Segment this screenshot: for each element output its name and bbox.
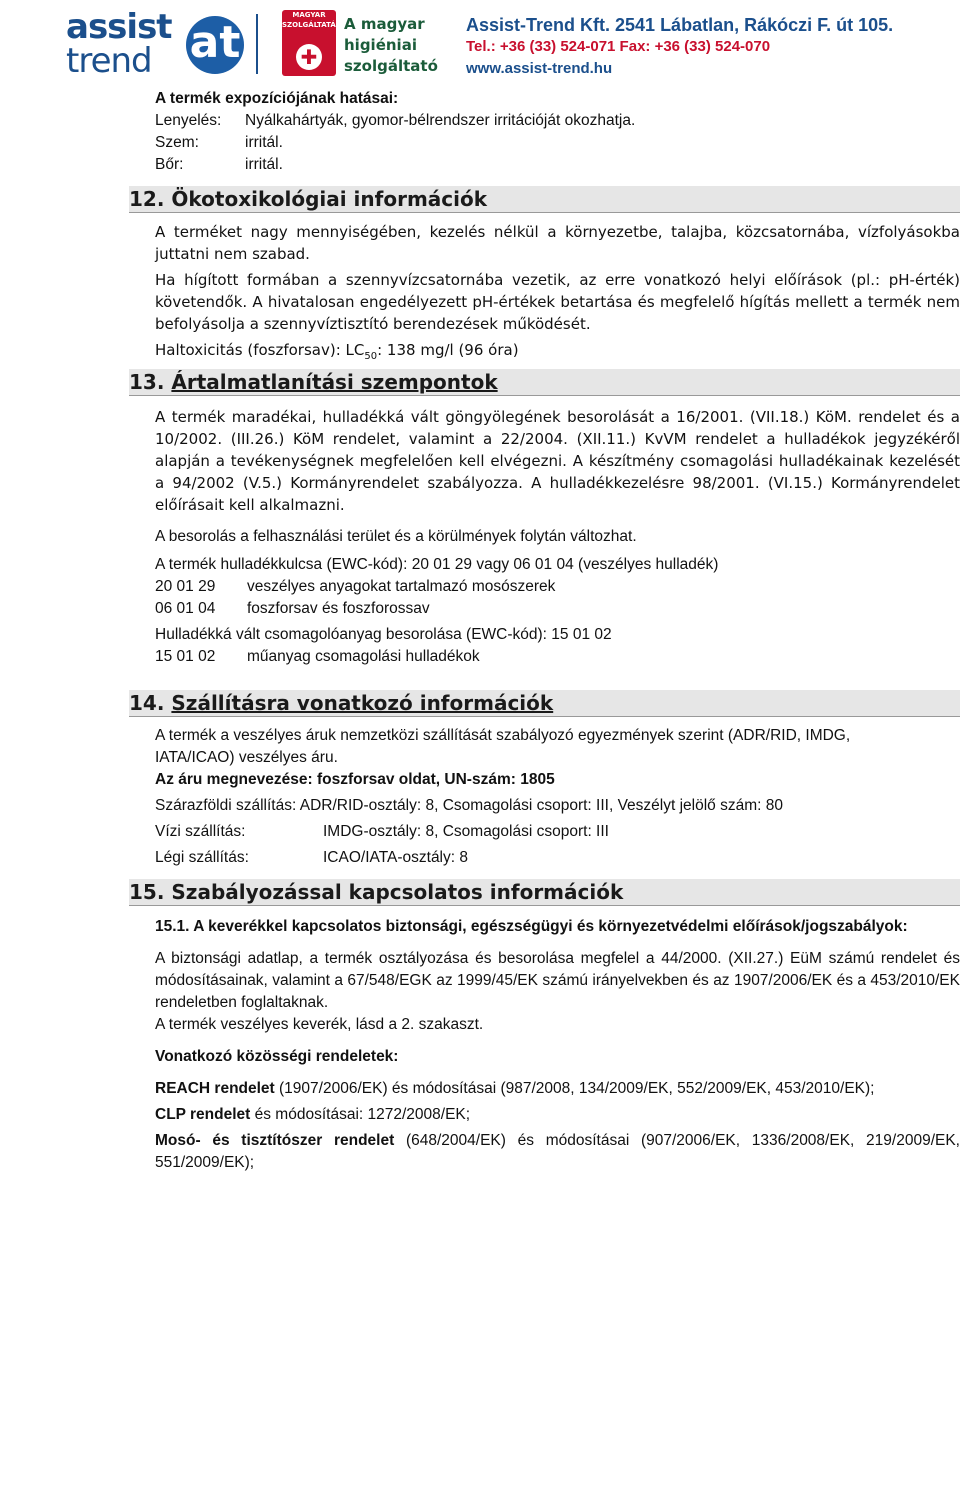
fish-toxicity: Haltoxicitás (foszforsav): $LC_{50}$: 138 mg/l (96 óra)	[155, 341, 519, 362]
goods-name: Az áru megnevezése: foszforsav oldat, UN-szám: 1805	[155, 771, 555, 788]
land-transport: Szárazföldi szállítás: ADR/RID-osztály: 8, Csomagolási csoport: III, Veszélyt jelölő szám: 80	[155, 797, 783, 814]
exposure-row: Szem: irritál.	[155, 134, 283, 151]
logo-word-trend: trend	[66, 41, 152, 81]
partner-badge: MAGYAR SZOLGÁLTATÁS ✚	[282, 10, 336, 76]
company-website: www.assist-trend.hu	[466, 60, 613, 77]
s13-waste-code: A termék hulladékkulcsa (EWC-kód): 20 01 29 vagy 06 01 04 (veszélyes hulladék)	[155, 556, 719, 573]
reach-regulation: REACH rendelet (1907/2006/EK) és módosításai (987/2008, 134/2009/EK, 552/2009/EK, 453/2010/EK);	[155, 1080, 875, 1097]
company-info	[466, 14, 936, 80]
section-15-heading: 15. Szabályozással kapcsolatos információk	[129, 879, 960, 906]
detergent-regulation: Mosó- és tisztítószer rendelet (648/2004/EK) és módosításai (907/2006/EK, 1336/2008/EK, 219/2009/EK, 551/2009/EK);	[155, 1132, 960, 1171]
water-transport: Vízi szállítás: IMDG-osztály: 8, Csomagolási csoport: III	[155, 823, 609, 840]
exposure-title: A termék expozíciójának hatásai:	[155, 90, 399, 107]
s13-packaging-code: Hulladékká vált csomagolóanyag besorolása (EWC-kód): 15 01 02	[155, 626, 612, 643]
document-body	[129, 88, 960, 1174]
s13-paragraph-2: A besorolás a felhasználási terület és a körülmények folytán változhat.	[155, 528, 637, 545]
section-12-heading: 12. Ökotoxikológiai információk	[129, 186, 960, 213]
section-13-heading: 13. Ártalmatlanítási szempontok	[129, 369, 960, 396]
s15-paragraph-2: A termék veszélyes keverék, lásd a 2. szakaszt.	[155, 1016, 484, 1033]
letterhead	[0, 0, 960, 88]
partner-name: A magyar higiéniai szolgáltató	[344, 15, 438, 75]
assist-trend-logo	[66, 8, 246, 80]
s14-paragraph-1a: A termék a veszélyes áruk nemzetközi szállítását szabályozó egyezmények szerint (ADR/RID, IMDG,	[155, 727, 851, 744]
waste-code-row: 20 01 29 veszélyes anyagokat tartalmazó mosószerek	[155, 578, 556, 595]
logo-word-assist: assist	[66, 7, 172, 47]
company-address: Assist-Trend Kft. 2541 Lábatlan, Rákóczi F. út 105.	[466, 15, 894, 35]
waste-code-row: 15 01 02 műanyag csomagolási hulladékok	[155, 648, 480, 665]
section-14-heading: 14. Szállításra vonatkozó információk	[129, 690, 960, 717]
partner-logo	[282, 10, 462, 80]
company-phone: Tel.: +36 (33) 524-071 Fax: +36 (33) 524-070	[466, 38, 771, 55]
s14-paragraph-1b: IATA/ICAO) veszélyes áru.	[155, 749, 338, 766]
exposure-row: Lenyelés: Nyálkahártyák, gyomor-bélrendszer irritációját okozhatja.	[155, 112, 636, 129]
clp-regulation: CLP rendelet és módosításai: 1272/2008/EK;	[155, 1106, 471, 1123]
s13-paragraph-1: A termék maradékai, hulladékká vált göngyölegének besorolását a 16/2001. (VII.18.) KöM. rendelet és a 10/2002. (III.26.) KöM rendelet, valamint a 22/2004. (XII.11.) KvVM rendelet a hulladékok jegyzékéről alapján a tevékenységnek megfelelően kell elvégezni. A készítmény csomagolási hulladékainak kezelését a 94/2002 (V.5.) Kormányrendelet szabályozza. A hulladékkezelésre 98/2001. (VI.15.) Kormányrendelet előírásait kell alkalmazni.	[155, 408, 960, 514]
logo-divider	[256, 14, 258, 74]
exposure-row: Bőr: irritál.	[155, 156, 283, 173]
s12-paragraph-2: Ha hígított formában a szennyvízcsatornába vezetik, az erre vonatkozó helyi előírások (pl.: pH-érték) követendők. A hivatalosan engedélyezett pH-értékek betartása és megfelelő hígítás mellett a termék nem befolyásolja a szennyvíztisztító berendezések működését.	[155, 271, 960, 333]
s15-paragraph-1: A biztonsági adatlap, a termék osztályozása és besorolása megfelel a 44/2000. (XII.27.) EüM számú rendelet és módosításainak, valamint a 67/548/EGK az 1999/45/EK számú irányelvekben és az 1907/2006/EK és a 453/2010/EK rendeletben foglaltaknak.	[155, 950, 960, 1011]
logo-at-circle: at	[186, 16, 244, 74]
s12-paragraph-1: A terméket nagy mennyiségében, kezelés nélkül a környezetbe, talajba, közcsatornába, vízfolyásokba juttatni nem szabad.	[155, 223, 960, 263]
s15-1-heading: 15.1. A keverékkel kapcsolatos biztonsági, egészségügyi és környezetvédelmi előírások/jogszabályok:	[155, 918, 908, 935]
cross-icon: ✚	[296, 44, 322, 70]
waste-code-row: 06 01 04 foszforsav és foszforossav	[155, 600, 430, 617]
air-transport: Légi szállítás: ICAO/IATA-osztály: 8	[155, 849, 468, 866]
eu-regulations-title: Vonatkozó közösségi rendeletek:	[155, 1048, 399, 1065]
